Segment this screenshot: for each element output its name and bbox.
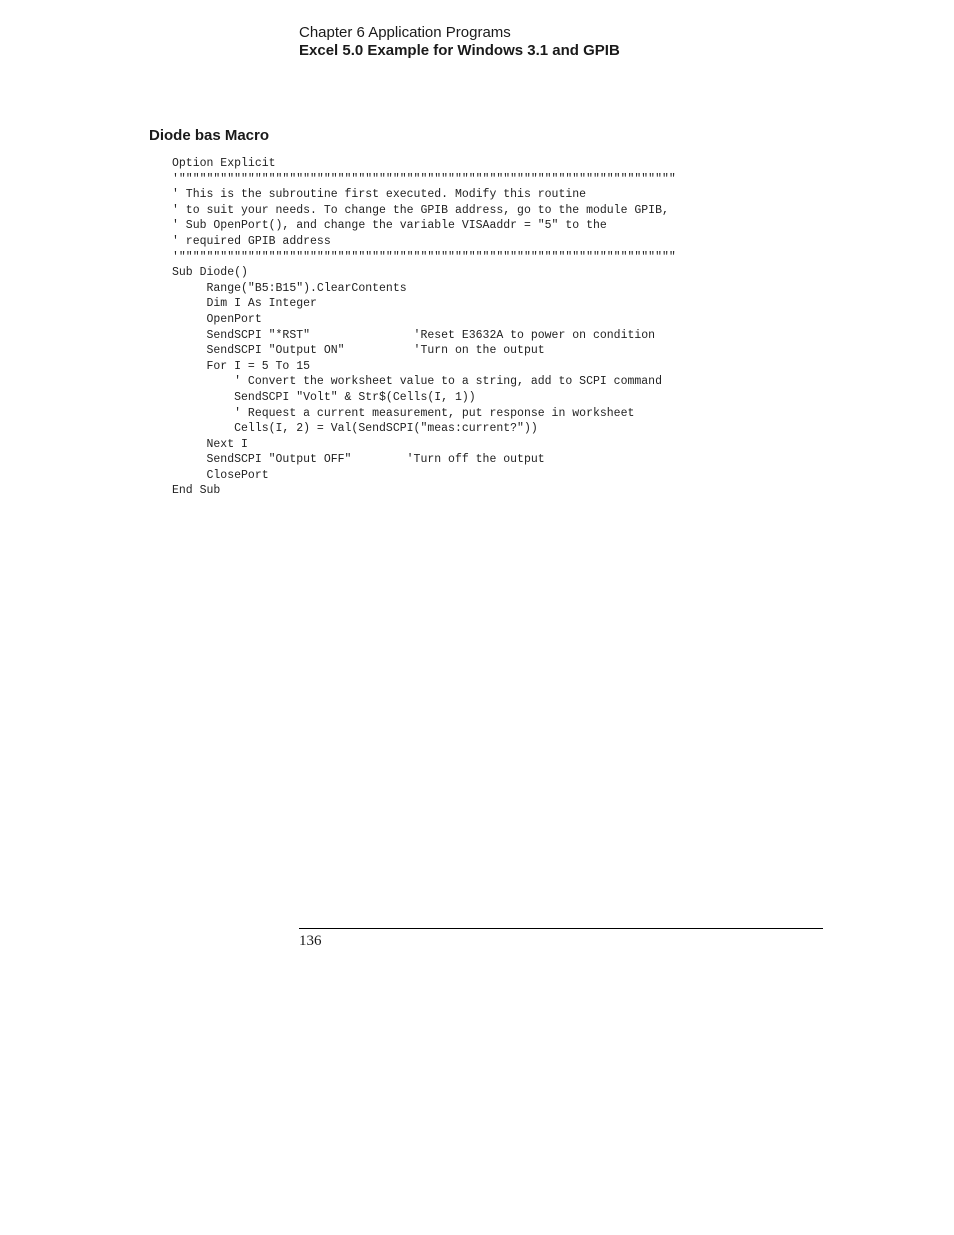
- code-line: SendSCPI "Volt" & Str$(Cells(I, 1)): [172, 390, 476, 404]
- code-line: Option Explicit: [172, 157, 276, 170]
- code-line: Next I: [172, 437, 248, 451]
- code-line: ClosePort: [172, 468, 269, 482]
- code-line: ' Convert the worksheet value to a string, add to SCPI command: [172, 375, 662, 389]
- code-line: SendSCPI "Output OFF" 'Turn off the output: [172, 453, 545, 467]
- code-line: '"""""""""""""""""""""""""""""""""""""""""""""""""""""""""""""""""""""""": [172, 250, 676, 264]
- code-line: SendSCPI "*RST" 'Reset E3632A to power on condition: [172, 328, 656, 342]
- code-line: End Sub: [172, 484, 221, 498]
- macro-heading: Diode bas Macro: [149, 127, 270, 144]
- code-line: ' This is the subroutine first executed. Modify this routine: [172, 188, 587, 202]
- page-number: 136: [299, 933, 322, 949]
- section-subtitle: Excel 5.0 Example for Windows 3.1 and GPIB: [299, 42, 620, 59]
- code-line: Sub Diode(): [172, 266, 248, 280]
- chapter-title: Chapter 6 Application Programs: [299, 24, 511, 41]
- code-line: OpenPort: [172, 312, 262, 326]
- code-line: '"""""""""""""""""""""""""""""""""""""""""""""""""""""""""""""""""""""""": [172, 172, 676, 186]
- code-line: Dim I As Integer: [172, 297, 317, 311]
- code-line: ' Request a current measurement, put response in worksheet: [172, 406, 635, 420]
- code-listing: [172, 156, 676, 499]
- code-line: For I = 5 To 15: [172, 359, 311, 373]
- code-line: SendSCPI "Output ON" 'Turn on the output: [172, 344, 545, 358]
- code-line: ' Sub OpenPort(), and change the variable VISAaddr = "5" to the: [172, 219, 607, 233]
- code-line: ' to suit your needs. To change the GPIB address, go to the module GPIB,: [172, 203, 669, 217]
- footer-rule: [299, 928, 823, 929]
- code-line: Range("B5:B15").ClearContents: [172, 281, 407, 295]
- code-line: Cells(I, 2) = Val(SendSCPI("meas:current?")): [172, 422, 538, 436]
- code-line: ' required GPIB address: [172, 234, 331, 248]
